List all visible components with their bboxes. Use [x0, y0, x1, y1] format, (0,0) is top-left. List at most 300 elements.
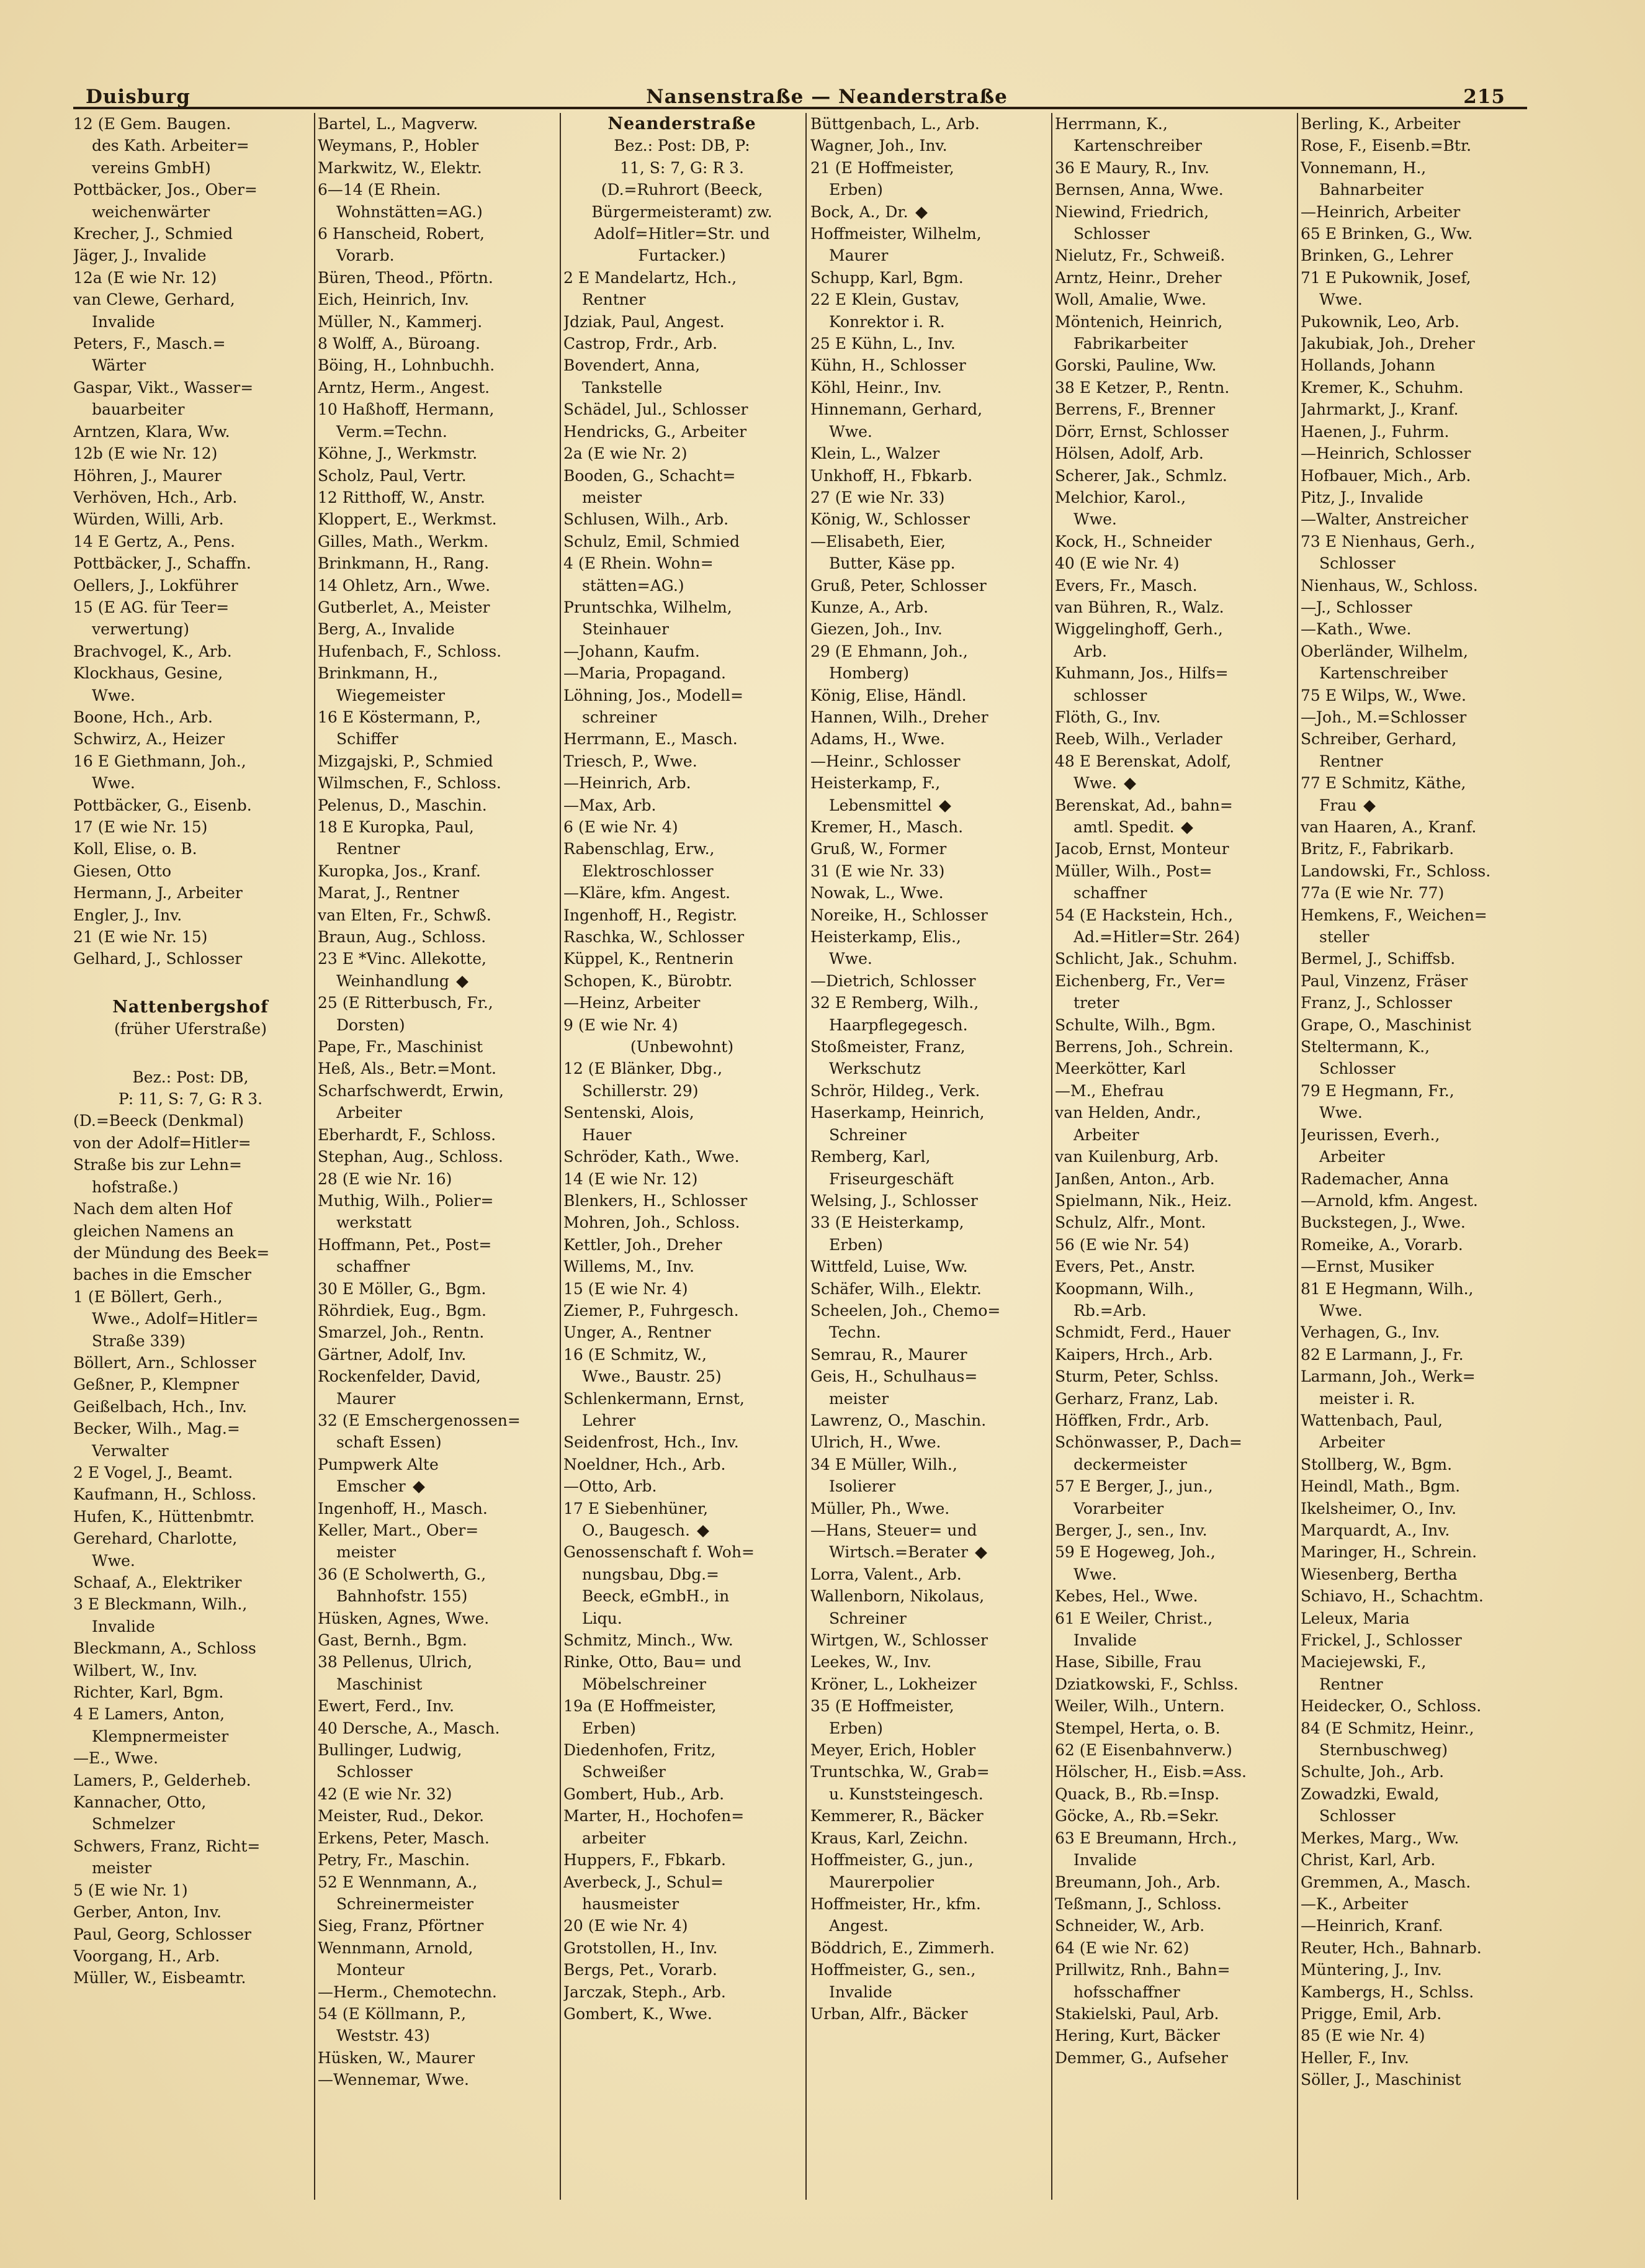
entry-continuation: Bahnarbeiter [1319, 181, 1423, 199]
directory-entry: der Mündung des Beek= [73, 1243, 270, 1262]
entry-continuation: Maurerpolier [829, 1873, 935, 1891]
directory-entry: Hoffmeister, G., jun., [810, 1851, 974, 1870]
directory-entry: 14 E Gertz, A., Pens. [73, 532, 236, 551]
directory-entry: Heindl, Math., Bgm. [1301, 1477, 1461, 1496]
directory-entry: 15 (E wie Nr. 4) [563, 1279, 688, 1298]
directory-entry: Geis, H., Schulhaus= [810, 1367, 978, 1386]
directory-entry: Unger, A., Rentner [563, 1323, 711, 1342]
directory-entry: Pitz, J., Invalide [1301, 488, 1423, 506]
entry-continuation: meister i. R. [1319, 1389, 1415, 1408]
directory-entry: Niewind, Friedrich, [1055, 202, 1209, 221]
directory-entry: Braun, Aug., Schloss. [318, 928, 486, 947]
directory-entry: —Herm., Chemotechn. [318, 1982, 497, 2001]
directory-entry: Blenkers, H., Schlosser [563, 1191, 748, 1210]
directory-entry: Geßner, P., Klempner [73, 1375, 240, 1394]
entry-continuation: Rentner [336, 840, 400, 858]
entry-continuation: Schlosser [1074, 225, 1150, 243]
directory-entry: Eich, Heinrich, Inv. [318, 290, 469, 309]
directory-entry: Verhagen, G., Inv. [1301, 1323, 1440, 1342]
entry-continuation: Schlosser [1319, 1807, 1396, 1825]
entry-continuation: Beeck, eGmbH., in [582, 1587, 730, 1606]
directory-entry: Pruntschka, Wilhelm, [563, 598, 732, 616]
directory-entry: 19a (E Hoffmeister, [563, 1697, 717, 1716]
entry-continuation: schaft Essen) [336, 1433, 442, 1452]
directory-entry: Wiggelinghoff, Gerh., [1055, 620, 1223, 639]
directory-entry: 5 (E wie Nr. 1) [73, 1881, 188, 1899]
directory-entry: Jäger, J., Invalide [73, 246, 207, 265]
directory-entry: Hoffmann, Pet., Post= [318, 1235, 492, 1254]
entry-continuation: hofsschaffner [1074, 1982, 1180, 2001]
directory-entry: Berrens, Joh., Schrein. [1055, 1038, 1234, 1056]
directory-entry: 75 E Wilps, W., Wwe. [1301, 686, 1466, 704]
directory-entry: Schwirz, A., Heizer [73, 730, 225, 749]
directory-entry: Hoffmeister, Wilhelm, [810, 225, 982, 243]
directory-entry: Schulz, Alfr., Mont. [1055, 1213, 1206, 1232]
directory-entry: 6 (E wie Nr. 4) [563, 818, 678, 836]
entry-continuation: schreiner [582, 708, 657, 726]
entry-continuation: nungsbau, Dbg.= [582, 1565, 719, 1583]
entry-continuation: Butter, Käse pp. [829, 554, 956, 573]
directory-entry: Nielutz, Fr., Schweiß. [1055, 246, 1226, 265]
entry-continuation: Rentner [1319, 1675, 1383, 1693]
directory-entry: 16 (E Schmitz, W., [563, 1345, 707, 1364]
directory-entry: von der Adolf=Hitler= [73, 1133, 251, 1152]
directory-entry: Castrop, Frdr., Arb. [563, 335, 718, 353]
telephone-marker-icon [939, 800, 951, 812]
entry-continuation: Erben) [829, 1235, 883, 1254]
entry-continuation: Elektroschlosser [582, 862, 714, 880]
header-rule [73, 107, 1527, 109]
entry-continuation: Invalide [92, 312, 155, 331]
directory-entry: Verhöven, Hch., Arb. [73, 488, 238, 506]
street-heading: Nattenbergshof [112, 997, 269, 1017]
directory-entry: Marat, J., Rentner [318, 884, 459, 902]
directory-entry: Diedenhofen, Fritz, [563, 1741, 716, 1760]
directory-entry: 36 E Maury, R., Inv. [1055, 158, 1209, 177]
directory-entry: Gombert, Hub., Arb. [563, 1784, 725, 1803]
directory-entry: Höhren, J., Maurer [73, 466, 222, 485]
directory-entry: Bleckmann, A., Schloss [73, 1639, 256, 1658]
entry-continuation: Wwe. [1319, 1104, 1363, 1122]
directory-entry: van Clewe, Gerhard, [73, 290, 235, 309]
directory-entry: Arntz, Herm., Angest. [318, 378, 490, 397]
directory-entry: Breumann, Joh., Arb. [1055, 1873, 1221, 1891]
directory-entry: Averbeck, J., Schul= [563, 1873, 724, 1891]
header-street-range: Nansenstraße — Neanderstraße [646, 86, 1008, 108]
directory-entry: —Heinrich, Kranf. [1301, 1917, 1443, 1935]
directory-entry: 57 E Berger, J., jun., [1055, 1477, 1213, 1496]
entry-continuation: Homberg) [829, 664, 910, 683]
directory-entry: Sentenski, Alois, [563, 1104, 694, 1122]
entry-continuation: O., Baugesch. [563, 1519, 800, 1541]
directory-entry: Koopmann, Wilh., [1055, 1279, 1195, 1298]
entry-continuation: Rentner [1319, 752, 1383, 770]
directory-entry: Arntz, Heinr., Dreher [1055, 268, 1222, 287]
entry-continuation: Lebensmittel [810, 794, 1046, 816]
directory-entry: 63 E Breumann, Hrch., [1055, 1829, 1237, 1847]
directory-entry: Kremer, H., Masch. [810, 818, 964, 836]
directory-entry: Noeldner, Hch., Arb. [563, 1455, 726, 1474]
entry-continuation: deckermeister [1074, 1455, 1187, 1474]
directory-entry: Gerharz, Franz, Lab. [1055, 1389, 1219, 1408]
entry-continuation: schaffner [1074, 884, 1147, 902]
directory-entry: Prigge, Emil, Arb. [1301, 2004, 1442, 2023]
entry-continuation: schlosser [1074, 686, 1147, 704]
entry-continuation: Schiffer [336, 730, 398, 749]
directory-entry: 61 E Weiler, Christ., [1055, 1609, 1213, 1627]
directory-entry: gleichen Namens an [73, 1222, 234, 1240]
directory-entry: Herrmann, K., [1055, 115, 1168, 133]
directory-entry: Hoffmeister, Hr., kfm. [810, 1894, 981, 1913]
entry-continuation: Sternbuschweg) [1319, 1741, 1448, 1760]
directory-entry: 14 (E wie Nr. 12) [563, 1169, 698, 1188]
entry-continuation: Schmelzer [92, 1815, 175, 1834]
directory-entry: 20 (E wie Nr. 4) [563, 1917, 688, 1935]
directory-entry: Berrens, F., Brenner [1055, 400, 1216, 419]
directory-entry: Voorgang, H., Arb. [73, 1946, 220, 1965]
directory-entry: 25 (E Ritterbusch, Fr., [318, 994, 493, 1012]
directory-entry: Engler, J., Inv. [73, 906, 182, 924]
directory-entry: 34 E Müller, Wilh., [810, 1455, 957, 1474]
directory-entry: 21 (E Hoffmeister, [810, 158, 954, 177]
directory-entry: Pottbäcker, Jos., Ober= [73, 181, 258, 199]
telephone-marker-icon [975, 1547, 987, 1560]
directory-entry: Janßen, Anton., Arb. [1055, 1169, 1215, 1188]
directory-entry: 42 (E wie Nr. 32) [318, 1784, 452, 1803]
entry-continuation: Steinhauer [582, 620, 669, 639]
entry-continuation: Maurer [336, 1389, 396, 1408]
directory-entry: Jacob, Ernst, Monteur [1055, 840, 1229, 858]
directory-entry: Kremer, K., Schuhm. [1301, 378, 1464, 397]
directory-entry: 30 E Möller, G., Bgm. [318, 1279, 486, 1298]
directory-entry: Stakielski, Paul, Arb. [1055, 2004, 1219, 2023]
directory-entry: Pottbäcker, J., Schaffn. [73, 554, 251, 573]
directory-entry: Jakubiak, Joh., Dreher [1301, 335, 1475, 353]
directory-entry: Pape, Fr., Maschinist [318, 1038, 483, 1056]
column-5 [1055, 113, 1292, 2200]
entry-continuation: Maschinist [336, 1675, 423, 1693]
directory-entry: Schwers, Franz, Richt= [73, 1837, 261, 1855]
directory-entry: Wirtgen, W., Schlosser [810, 1631, 988, 1650]
directory-entry: König, Elise, Händl. [810, 686, 967, 704]
entry-continuation: Schreiner [829, 1609, 907, 1627]
entry-continuation: Straße 339) [92, 1331, 186, 1350]
directory-entry: Kambergs, H., Schlss. [1301, 1982, 1474, 2001]
directory-entry: —Joh., M.=Schlosser [1301, 708, 1467, 726]
directory-entry: 52 E Wennmann, A., [318, 1873, 478, 1891]
entry-continuation: Verm.=Techn. [336, 422, 447, 441]
directory-entry: —Heinrich, Arb. [563, 774, 691, 793]
directory-entry: Kock, H., Schneider [1055, 532, 1212, 551]
directory-entry: —Elisabeth, Eier, [810, 532, 946, 551]
directory-entry: Hollands, Johann [1301, 356, 1435, 375]
directory-entry: Landowski, Fr., Schloss. [1301, 862, 1491, 880]
entry-continuation: bauarbeiter [92, 400, 185, 419]
directory-entry: Kannacher, Otto, [73, 1793, 207, 1812]
directory-entry: Geißelbach, Hch., Inv. [73, 1397, 247, 1416]
directory-entry: Büttgenbach, L., Arb. [810, 115, 980, 133]
directory-entry: Ulrich, H., Wwe. [810, 1433, 941, 1452]
entry-continuation: Wiegemeister [336, 686, 445, 704]
column-divider [805, 113, 807, 2200]
entry-continuation: Konrektor i. R. [829, 312, 945, 331]
directory-entry: Heller, F., Inv. [1301, 2048, 1409, 2067]
directory-entry: 15 (E AG. für Teer= [73, 598, 230, 616]
entry-continuation: hofstraße.) [92, 1177, 179, 1196]
directory-entry: Truntschka, W., Grab= [810, 1763, 990, 1781]
entry-continuation: Schlosser [336, 1763, 413, 1781]
directory-entry: Pukownik, Leo, Arb. [1301, 312, 1459, 331]
directory-entry: Keller, Mart., Ober= [318, 1521, 479, 1539]
column-divider [1051, 113, 1052, 2200]
directory-entry: Lamers, P., Gelderheb. [73, 1771, 251, 1789]
directory-entry: Schröder, Kath., Wwe. [563, 1148, 740, 1166]
street-note: Adolf=Hitler=Str. und [594, 225, 770, 243]
directory-entry: Jdziak, Paul, Angest. [563, 312, 725, 331]
directory-entry: Gruß, Peter, Schlosser [810, 576, 987, 595]
directory-entry: —Kath., Wwe. [1301, 620, 1412, 639]
directory-entry: Bermel, J., Schiffsb. [1301, 950, 1456, 968]
directory-entry: Mohren, Joh., Schloss. [563, 1213, 740, 1232]
directory-entry: Semrau, R., Maurer [810, 1345, 967, 1364]
directory-entry: Brinkmann, H., [318, 664, 438, 683]
directory-entry: 28 (E wie Nr. 16) [318, 1169, 452, 1188]
directory-entry: 12 (E Gem. Baugen. [73, 115, 231, 133]
directory-entry: Kunze, A., Arb. [810, 598, 929, 616]
directory-entry: Vonnemann, H., [1301, 158, 1427, 177]
directory-entry: Schrör, Hildeg., Verk. [810, 1081, 980, 1100]
entry-continuation: Schreinermeister [336, 1894, 473, 1913]
entry-continuation: Schreiner [829, 1125, 907, 1144]
directory-entry: Wiesenberg, Bertha [1301, 1565, 1458, 1583]
entry-continuation: Wwe. [829, 950, 872, 968]
directory-entry: Raschka, W., Schlosser [563, 928, 745, 947]
directory-entry: Giesen, Otto [73, 862, 172, 880]
entry-continuation: meister [829, 1389, 889, 1408]
directory-entry: Britz, F., Fabrikarb. [1301, 840, 1455, 858]
directory-entry: 4 E Lamers, Anton, [73, 1705, 225, 1724]
street-heading: Neanderstraße [607, 114, 756, 133]
directory-entry: Wilbert, W., Inv. [73, 1661, 198, 1680]
entry-continuation: Invalide [829, 1982, 892, 2001]
directory-entry: Schupp, Karl, Bgm. [810, 268, 964, 287]
directory-entry: Weymans, P., Hobler [318, 137, 479, 155]
directory-entry: Eichenberg, Fr., Ver= [1055, 971, 1226, 990]
directory-entry: 77 E Schmitz, Käthe, [1301, 774, 1466, 793]
entry-continuation: Lehrer [582, 1411, 636, 1429]
telephone-marker-icon [1363, 800, 1376, 812]
directory-entry: Heisterkamp, Elis., [810, 928, 961, 947]
directory-entry: Reuter, Hch., Bahnarb. [1301, 1938, 1482, 1957]
telephone-marker-icon [413, 1481, 425, 1493]
directory-entry: Kemmerer, R., Bäcker [810, 1807, 984, 1825]
directory-entry: Zowadzki, Ewald, [1301, 1784, 1440, 1803]
directory-entry: 8 Wolff, A., Büroang. [318, 335, 480, 353]
street-note: (D.=Ruhrort (Beeck, [601, 181, 763, 199]
directory-entry: Hinnemann, Gerhard, [810, 400, 983, 419]
directory-entry: 12 Ritthoff, W., Anstr. [318, 488, 485, 506]
directory-entry: 73 E Nienhaus, Gerh., [1301, 532, 1476, 551]
directory-entry: Dziatkowski, F., Schlss. [1055, 1675, 1239, 1693]
entry-continuation: Arbeiter [1319, 1433, 1385, 1452]
directory-entry: 1 (E Böllert, Gerh., [73, 1287, 223, 1306]
street-note: P: 11, S: 7, G: R 3. [118, 1090, 263, 1109]
entry-continuation: Friseurgeschäft [829, 1169, 954, 1188]
directory-entry: Schmidt, Ferd., Hauer [1055, 1323, 1230, 1342]
entry-continuation: Wwe. [1055, 772, 1292, 794]
directory-entry: —K., Arbeiter [1301, 1894, 1409, 1913]
directory-entry: Hendricks, G., Arbeiter [563, 422, 747, 441]
entry-continuation: steller [1319, 928, 1369, 947]
directory-entry: Maciejewski, F., [1301, 1653, 1427, 1672]
entry-continuation: vereins GmbH) [92, 158, 211, 177]
directory-entry: 65 E Brinken, G., Ww. [1301, 225, 1473, 243]
directory-entry: Urban, Alfr., Bäcker [810, 2004, 968, 2023]
entry-continuation: Arb. [1074, 642, 1107, 660]
street-note: (Unbewohnt) [630, 1038, 734, 1056]
entry-continuation: Arbeiter [1319, 1148, 1385, 1166]
directory-entry: Leekes, W., Inv. [810, 1653, 932, 1672]
directory-entry: Gerber, Anton, Inv. [73, 1903, 222, 1922]
directory-entry: van Helden, Andr., [1055, 1104, 1201, 1122]
directory-entry: —J., Schlosser [1301, 598, 1412, 616]
directory-entry: Hufen, K., Hüttenbmtr. [73, 1507, 255, 1526]
directory-entry: Kühn, H., Schlosser [810, 356, 966, 375]
directory-entry: 54 (E Köllmann, P., [318, 2004, 467, 2023]
directory-entry: Pottbäcker, G., Eisenb. [73, 796, 252, 814]
directory-entry: Gärtner, Adolf, Inv. [318, 1345, 467, 1364]
directory-entry: 31 (E wie Nr. 33) [810, 862, 945, 880]
directory-entry: —Johann, Kaufm. [563, 642, 700, 660]
directory-entry: Herrmann, E., Masch. [563, 730, 738, 749]
directory-entry: Muthig, Wilh., Polier= [318, 1191, 494, 1210]
directory-entry: Straße bis zur Lehn= [73, 1156, 242, 1174]
directory-entry: Nach dem alten Hof [73, 1200, 232, 1218]
directory-entry: —Ernst, Musiker [1301, 1258, 1434, 1276]
directory-entry: Rockenfelder, David, [318, 1367, 481, 1386]
directory-entry: van Elten, Fr., Schwß. [318, 906, 491, 924]
directory-entry: Teßmann, J., Schloss. [1055, 1894, 1222, 1913]
directory-entry: —E., Wwe. [73, 1749, 158, 1768]
entry-continuation: Schlosser [1319, 1060, 1396, 1078]
directory-entry: 59 E Hogeweg, Joh., [1055, 1543, 1216, 1562]
directory-entry: Pelenus, D., Maschin. [318, 796, 487, 814]
directory-entry: 10 Haßhoff, Hermann, [318, 400, 495, 419]
directory-entry: Ingenhoff, H., Registr. [563, 906, 738, 924]
directory-entry: 36 (E Scholwerth, G., [318, 1565, 486, 1583]
directory-entry: Bergs, Pet., Vorarb. [563, 1961, 717, 1979]
directory-entry: Brinkmann, H., Rang. [318, 554, 490, 573]
directory-entry: Müntering, J., Inv. [1301, 1961, 1442, 1979]
directory-entry: 14 Ohletz, Arn., Wwe. [318, 576, 491, 595]
directory-entry: baches in die Emscher [73, 1266, 251, 1284]
running-header [86, 73, 1505, 108]
directory-entry: Schreiber, Gerhard, [1301, 730, 1457, 749]
directory-entry: Berg, A., Invalide [318, 620, 455, 639]
telephone-marker-icon [697, 1525, 709, 1537]
directory-entry: Kettler, Joh., Dreher [563, 1235, 722, 1254]
directory-entry: —Heinz, Arbeiter [563, 994, 701, 1012]
directory-entry: Berger, J., sen., Inv. [1055, 1521, 1208, 1539]
directory-entry: —Arnold, kfm. Angest. [1301, 1191, 1478, 1210]
entry-continuation: Ad.=Hitler=Str. 264) [1074, 928, 1240, 947]
street-note: Bürgermeisteramt) zw. [591, 202, 773, 221]
directory-entry: —Max, Arb. [563, 796, 657, 814]
entry-continuation: Wwe., Adolf=Hitler= [92, 1310, 259, 1328]
directory-entry: Böing, H., Lohnbuchh. [318, 356, 495, 375]
directory-entry: Mizgajski, P., Schmied [318, 752, 493, 770]
directory-entry: Heisterkamp, F., [810, 774, 941, 793]
directory-entry: Schulte, Joh., Arb. [1301, 1763, 1445, 1781]
column-divider [1297, 113, 1298, 2200]
directory-entry: Christ, Karl, Arb. [1301, 1851, 1436, 1870]
entry-continuation: Frau [1301, 794, 1538, 816]
directory-entry: 33 (E Heisterkamp, [810, 1213, 964, 1232]
directory-entry: 12 (E Blänker, Dbg., [563, 1060, 723, 1078]
entry-continuation: Emscher [318, 1475, 555, 1497]
directory-entry: Büren, Theod., Pförtn. [318, 268, 493, 287]
directory-entry: Jarczak, Steph., Arb. [563, 1982, 726, 2001]
directory-entry: Köhne, J., Werkmstr. [318, 444, 478, 463]
directory-entry: Rose, F., Eisenb.=Btr. [1301, 137, 1472, 155]
directory-entry: Kuropka, Jos., Kranf. [318, 862, 481, 880]
entry-continuation: meister [92, 1859, 152, 1878]
telephone-marker-icon [456, 976, 468, 988]
directory-entry: Heß, Als., Betr.=Mont. [318, 1060, 496, 1078]
directory-entry: Grotstollen, H., Inv. [563, 1938, 718, 1957]
directory-entry: Flöth, G., Inv. [1055, 708, 1161, 726]
directory-entry: —Heinr., Schlosser [810, 752, 961, 770]
directory-entry: 48 E Berenskat, Adolf, [1055, 752, 1232, 770]
directory-entry: 2 E Mandelartz, Hch., [563, 268, 737, 287]
directory-entry: Kraus, Karl, Zeichn. [810, 1829, 969, 1847]
directory-entry: Schiavo, H., Schachtm. [1301, 1587, 1484, 1606]
directory-entry: Pumpwerk Alte [318, 1455, 439, 1474]
directory-entry: Grape, O., Maschinist [1301, 1015, 1471, 1034]
entry-continuation: Rb.=Arb. [1074, 1301, 1147, 1320]
directory-entry: Brinken, G., Lehrer [1301, 246, 1453, 265]
directory-entry: (D.=Beeck (Denkmal) [73, 1112, 244, 1130]
directory-entry: Scholz, Paul, Vertr. [318, 466, 467, 485]
entry-continuation: stätten=AG.) [582, 576, 684, 595]
entry-continuation: Weinhandlung [318, 970, 555, 992]
directory-entry: Quack, B., Rb.=Insp. [1055, 1784, 1220, 1803]
directory-entry: 16 E Köstermann, P., [318, 708, 481, 726]
directory-entry: 38 Pellenus, Ulrich, [318, 1653, 473, 1672]
directory-entry: 71 E Pukownik, Josef, [1301, 268, 1471, 287]
directory-entry: 77a (E wie Nr. 77) [1301, 884, 1445, 902]
directory-entry: Schopen, K., Bürobtr. [563, 971, 733, 990]
directory-entry: Eberhardt, F., Schloss. [318, 1125, 496, 1144]
entry-continuation: Vorarb. [336, 246, 395, 265]
entry-continuation: Tankstelle [582, 378, 663, 397]
directory-entry: Müller, Wilh., Post= [1055, 862, 1212, 880]
directory-entry: Klockhaus, Gesine, [73, 664, 223, 683]
directory-entry: 4 (E Rhein. Wohn= [563, 554, 714, 573]
directory-entry: Wagner, Joh., Inv. [810, 137, 948, 155]
directory-entry: van Kuilenburg, Arb. [1055, 1148, 1219, 1166]
section-spacer [73, 1040, 308, 1066]
directory-entry: Oberländer, Wilhelm, [1301, 642, 1468, 660]
entry-continuation: Erben) [829, 181, 883, 199]
directory-entry: Smarzel, Joh., Rentn. [318, 1323, 485, 1342]
directory-entry: Remberg, Karl, [810, 1148, 931, 1166]
directory-entry: Larmann, Joh., Werk= [1301, 1367, 1476, 1386]
directory-entry: Heidecker, O., Schloss. [1301, 1697, 1482, 1716]
entry-continuation: Wwe. [92, 774, 135, 793]
directory-entry: Haserkamp, Heinrich, [810, 1104, 985, 1122]
directory-entry: 27 (E wie Nr. 33) [810, 488, 945, 506]
